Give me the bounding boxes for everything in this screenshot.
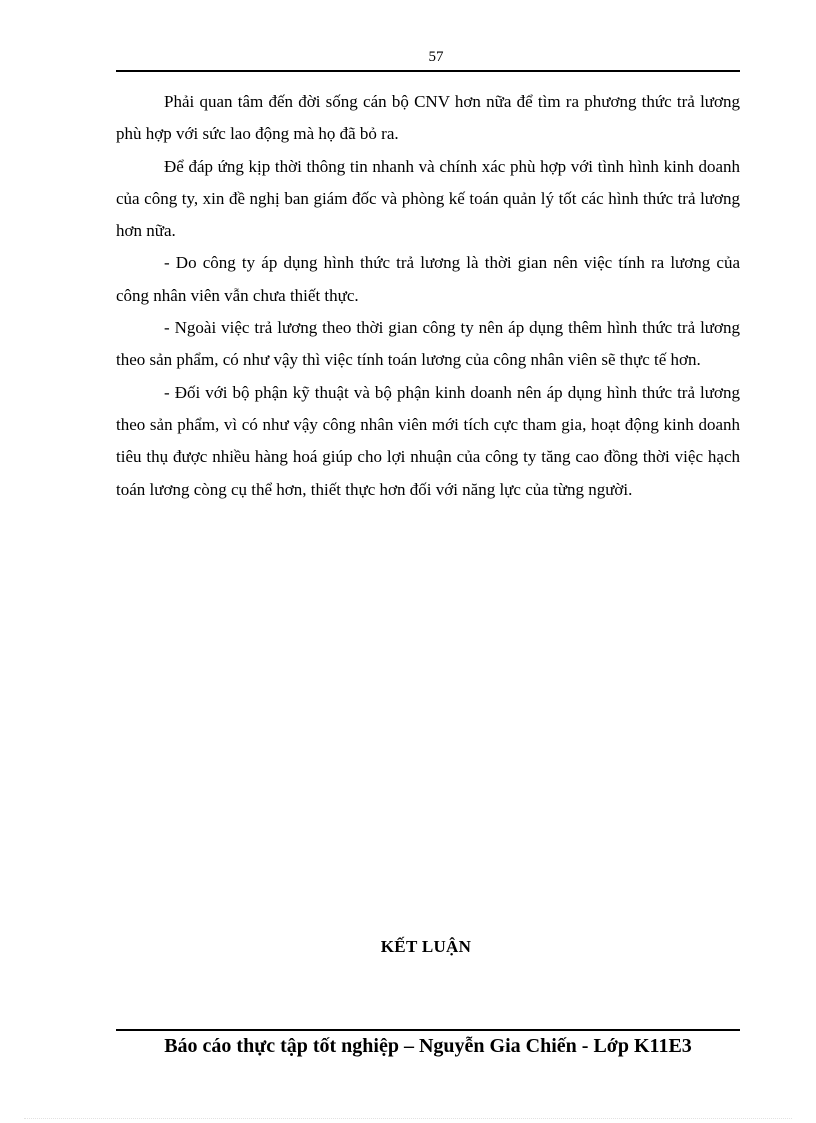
footer-text: Báo cáo thực tập tốt nghiệp – Nguyễn Gia Chiến - Lớp K11E3 [164,1035,692,1057]
paragraph-technical-sales-departments: - Đối với bộ phận kỹ thuật và bộ phận kinh doanh nên áp dụng hình thức trả lương theo sản phẩm, vì có như vậy công nhân viên mới tích cực tham gia, hoạt động kinh doanh tiêu thụ được nhiều hàng hoá giúp cho lợi nhuận của công ty tăng cao đồng thời việc hạch toán lương còng cụ thể hơn, thiết thực hơn đối với năng lực của từng người. [116,382,740,499]
paragraph-welfare: Phải quan tâm đến đời sống cán bộ CNV hơn nữa để tìm ra phương thức trả lương phù hợp với sức lao động mà họ đã bỏ ra. [116,92,740,144]
footer-rule [116,1029,740,1031]
header-rule [116,70,740,72]
page-number: 57 [428,49,444,65]
paragraph-time-based-pay: - Do công ty áp dụng hình thức trả lương là thời gian nên việc tính ra lương của công nhân viên vẫn chưa thiết thực. [116,253,740,305]
conclusion-heading: KẾT LUẬN [380,937,472,956]
page-bottom-border [24,1118,792,1119]
body-text [116,86,740,506]
paragraph-management-proposal: Để đáp ứng kịp thời thông tin nhanh và chính xác phù hợp với tình hình kinh doanh của công ty, xin đề nghị ban giám đốc và phòng kế toán quản lý tốt các hình thức trả lương hơn nữa. [116,156,740,241]
paragraph-product-based-pay: - Ngoài việc trả lương theo thời gian công ty nên áp dụng thêm hình thức trả lương theo sản phẩm, có như vậy thì việc tính toán lương của công nhân viên sẽ thực tế hơn. [116,318,740,370]
